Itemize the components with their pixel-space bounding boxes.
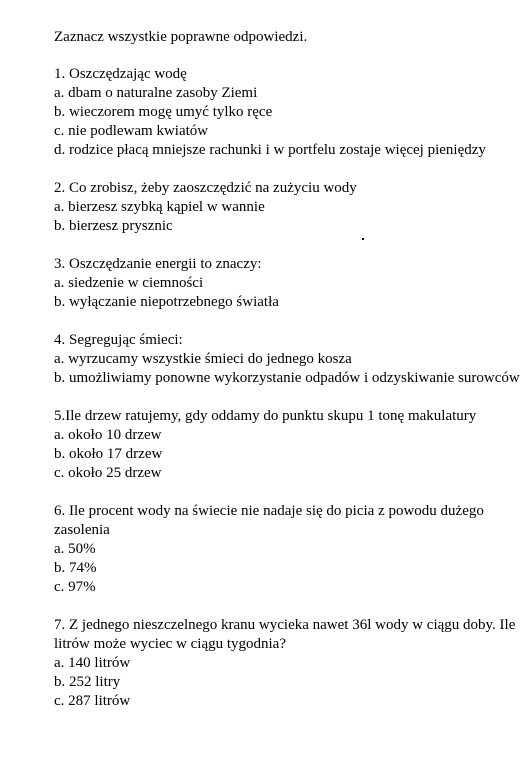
question-2-answer-a: a. bierzesz szybką kąpiel w wannie <box>54 199 265 215</box>
question-2-text: 2. Co zrobisz, żeby zaoszczędzić na zużyciu wody <box>54 180 357 196</box>
question-1-answer-c: c. nie podlewam kwiatów <box>54 123 209 139</box>
question-7-answer-a: a. 140 litrów <box>54 655 131 671</box>
question-7-text-line-2: litrów może wyciec w ciągu tygodnia? <box>54 636 287 652</box>
question-3-answer-a: a. siedzenie w ciemności <box>54 275 204 291</box>
question-4-answer-a: a. wyrzucamy wszystkie śmieci do jednego kosza <box>54 351 352 367</box>
question-7-answer-b: b. 252 litry <box>54 674 121 690</box>
question-2-answer-b: b. bierzesz prysznic <box>54 218 173 234</box>
question-1-answer-a: a. dbam o naturalne zasoby Ziemi <box>54 85 258 101</box>
question-4-answer-b: b. umożliwiamy ponowne wykorzystanie odpadów i odzyskiwanie surowców <box>54 370 520 386</box>
question-1-answer-b: b. wieczorem mogę umyć tylko ręce <box>54 104 273 120</box>
question-7-answer-c: c. 287 litrów <box>54 693 131 709</box>
question-5-answer-a: a. około 10 drzew <box>54 427 162 443</box>
question-5-answer-c: c. około 25 drzew <box>54 465 162 481</box>
question-6-answer-b: b. 74% <box>54 560 97 576</box>
instruction-title: Zaznacz wszystkie poprawne odpowiedzi. <box>54 29 308 45</box>
question-6-text-line-1: 6. Ile procent wody na świecie nie nadaje się do picia z powodu dużego <box>54 503 484 519</box>
stray-dot-mark <box>362 238 364 240</box>
question-7-text-line-1: 7. Z jednego nieszczelnego kranu wycieka nawet 36l wody w ciągu doby. Ile <box>54 617 516 633</box>
question-5-answer-b: b. około 17 drzew <box>54 446 163 462</box>
question-6-answer-a: a. 50% <box>54 541 96 557</box>
question-3-answer-b: b. wyłączanie niepotrzebnego światła <box>54 294 279 310</box>
question-1-text: 1. Oszczędzając wodę <box>54 66 187 82</box>
question-4-text: 4. Segregując śmieci: <box>54 332 183 348</box>
question-5-text: 5.Ile drzew ratujemy, gdy oddamy do punktu skupu 1 tonę makulatury <box>54 408 477 424</box>
question-6-text-line-2: zasolenia <box>54 522 110 538</box>
question-3-text: 3. Oszczędzanie energii to znaczy: <box>54 256 262 272</box>
question-1-answer-d: d. rodzice płacą mniejsze rachunki i w portfelu zostaje więcej pieniędzy <box>54 142 486 158</box>
question-6-answer-c: c. 97% <box>54 579 96 595</box>
